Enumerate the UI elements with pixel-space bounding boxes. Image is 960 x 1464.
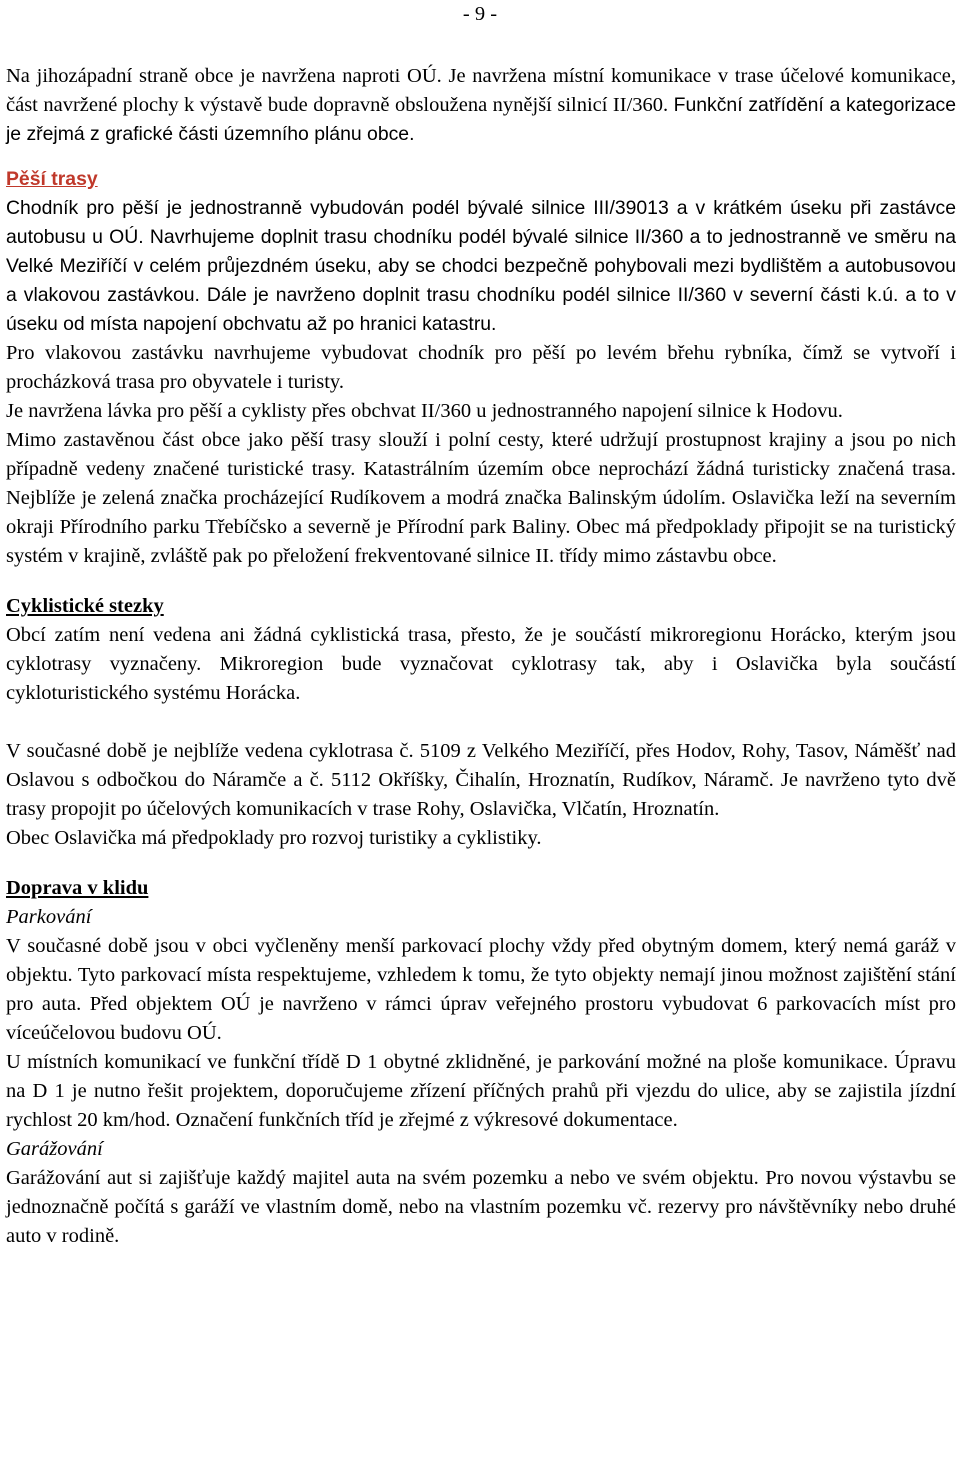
pesi-trasy-paragraph-2: Pro vlakovou zastávku navrhujeme vybudovat chodník pro pěší po levém břehu rybníka, čímž se vytvoří i procházková trasa pro obyvatele i turisty. bbox=[6, 342, 956, 393]
pesi-trasy-paragraph-1: Chodník pro pěší je jednostranně vybudován podél bývalé silnice III/39013 a v krátkém úseku při zastávce autobusu u OÚ. Navrhujeme doplnit trasu chodníku podél bývalé silnice II/360 a to jednostranně ve směru na Velké Meziříčí v celém průjezdném úseku, aby se chodci bezpečně pohybovali mezi bydlištěm a autobusovou a vlakovou zastávkou. Dále je navrženo doplnit trasu chodníku podél silnice II/360 v severní části k.ú. a to v úseku od místa napojení obchvatu až po hranici katastru. bbox=[6, 197, 956, 335]
subheading-parkovani: Parkování bbox=[6, 906, 92, 928]
page-number: - 9 - bbox=[462, 3, 498, 25]
doprava-paragraph-1: V současné době jsou v obci vyčleněny menší parkovací plochy vždy před obytným domem, který nemá garáž v objektu. Tyto parkovací místa respektujeme, vzhledem k tomu, že tyto objekty nemají jinou možnost zajištění stání pro auta. Před objektem OÚ je navrženo v rámci úprav veřejného prostoru vybudovat 6 parkovacích míst pro víceúčelovou budovu OÚ. bbox=[6, 935, 956, 1044]
doprava-paragraph-3: Garážování aut si zajišťuje každý majitel auta na svém pozemku a nebo ve svém objektu. Pro novou výstavbu se jednoznačně počítá s garáží ve vlastním domě, nebo na vlastním pozemku vč. rezervy pro návštěvníky nebo druhé auto v rodině. bbox=[6, 1167, 956, 1247]
doprava-paragraph-2: U místních komunikací ve funkční třídě D 1 obytné zklidněné, je parkování možné na ploše komunikace. Úpravu na D 1 je nutno řešit projektem, doporučujeme zřízení příčných prahů při vjezdu do ulice, aby se zajistila jízdní rychlost 20 km/hod. Označení funkčních tříd je zřejmé z výkresové dokumentace. bbox=[6, 1051, 956, 1131]
cyklo-paragraph-2: V současné době je nejblíže vedena cyklotrasa č. 5109 z Velkého Meziříčí, přes Hodov, Rohy, Tasov, Náměšť nad Oslavou s odbočkou do Náramče a č. 5112 Okříšky, Čihalín, Hroznatín, Rudíkov, Náramč. Je navrženo tyto dvě trasy propojit po účelových komunikacích v trase Rohy, Oslavička, Vlčatín, Hroznatín. bbox=[6, 740, 956, 820]
intro-paragraph bbox=[6, 62, 956, 149]
heading-pesi-trasy: Pěší trasy bbox=[6, 168, 98, 190]
intro-text-serif: Na jihozápadní straně obce je navržena naproti OÚ. Je navržena místní komunikace v trase účelové komunikace, část navržené plochy k výstavě bude dopravně obsloužena nynější silnicí II/360. bbox=[6, 65, 956, 116]
intro-text-sans: Funkční zatřídění a kategorizace je zřejmá z grafické části územního plánu obce. bbox=[6, 94, 956, 145]
heading-cyklisticke-stezky: Cyklistické stezky bbox=[6, 595, 164, 617]
pesi-trasy-paragraph-4: Mimo zastavěnou část obce jako pěší trasy slouží i polní cesty, které udržují prostupnost krajiny a jsou po nich případně vedeny značené turistické trasy. Katastrálním územím obce neprochází žádná turisticky značená trasa. Nejblíže je zelená značka procházející Rudíkovem a modrá značka Balinským údolím. Oslavička leží na severním okraji Přírodního parku Třebíčsko a severně je Přírodní park Baliny. Obec má předpoklady připojit se na turistický systém v krajině, zvláště pak po přeložení frekventované silnice II. třídy mimo zástavbu obce. bbox=[6, 429, 956, 567]
cyklo-paragraph-1: Obcí zatím není vedena ani žádná cyklistická trasa, přesto, že je součástí mikroregionu Horácko, kterým jsou cyklotrasy vyznačeny. Mikroregion bude vyznačovat cyklotrasy tak, aby i Oslavička byla součástí cykloturistického systému Horácka. bbox=[6, 624, 956, 704]
cyklo-paragraph-3: Obec Oslavička má předpoklady pro rozvoj turistiky a cyklistiky. bbox=[6, 827, 542, 849]
document-body bbox=[6, 62, 956, 1251]
subheading-garazovani: Garážování bbox=[6, 1138, 103, 1160]
pesi-trasy-paragraph-3: Je navržena lávka pro pěší a cyklisty přes obchvat II/360 u jednostranného napojení silnice k Hodovu. bbox=[6, 400, 843, 422]
heading-doprava-v-klidu: Doprava v klidu bbox=[6, 877, 149, 899]
